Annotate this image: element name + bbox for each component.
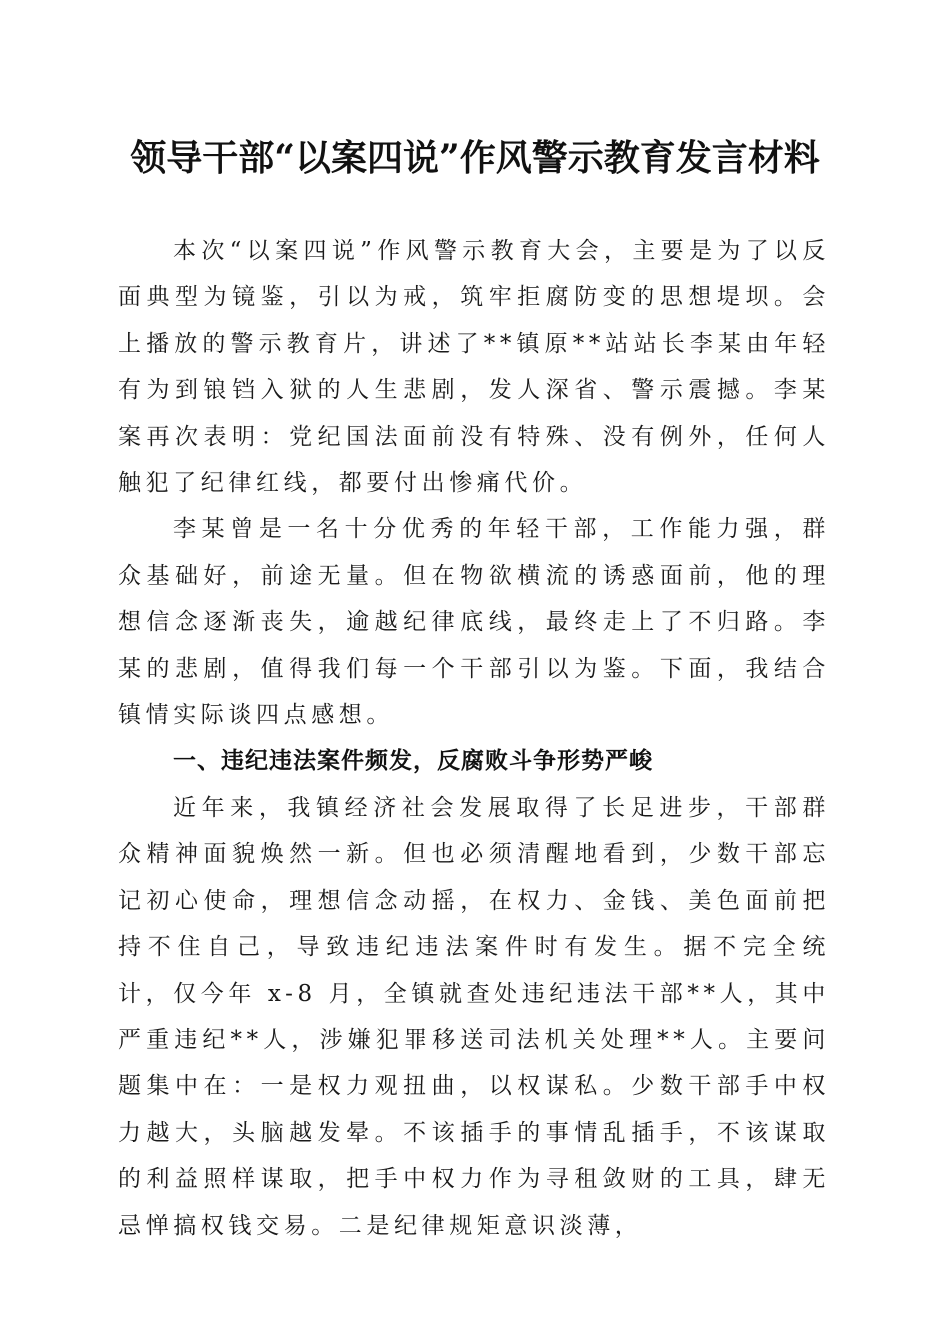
intro-paragraph: 本次“以案四说”作风警示教育大会，主要是为了以反面典型为镜鉴，引以为戒，筑牢拒腐防变的思想堤坝。会上播放的警示教育片，讲述了**镇原**站站长李某由年轻有为到锒铛入狱的人生悲剧，发人深省、警示震撼。李某案再次表明：党纪国法面前没有特殊、没有例外，任何人触犯了纪律红线，都要付出惨痛代价。 (118, 238, 830, 497)
document-title: 领导干部“以案四说”作风警示教育发言材料 (130, 137, 820, 179)
background-paragraph: 李某曾是一名十分优秀的年轻干部，工作能力强，群众基础好，前途无量。但在物欲横流的诱惑面前，他的理想信念逐渐丧失，逾越纪律底线，最终走上了不归路。李某的悲剧，值得我们每一个干部引以为鉴。下面，我结合镇情实际谈四点感想。 (118, 516, 830, 729)
document-body (118, 228, 830, 1249)
section-heading: 一、违纪违法案件频发，反腐败斗争形势严峻 (173, 748, 653, 775)
section-paragraph: 近年来，我镇经济社会发展取得了长足进步，干部群众精神面貌焕然一新。但也必须清醒地看到，少数干部忘记初心使命，理想信念动摇，在权力、金钱、美色面前把持不住自己，导致违纪违法案件时有发生。据不完全统计，仅今年 x-8 月，全镇就查处违纪违法干部**人，其中严重违纪**人，涉嫌犯罪移送司法机关处理**人。主要问题集中在：一是权力观扭曲，以权谋私。少数干部手中权力越大，头脑越发晕。不该插手的事情乱插手，不该谋取的利益照样谋取，把手中权力作为寻租敛财的工具，肆无忌惮搞权钱交易。二是纪律规矩意识淡薄， (118, 794, 830, 1239)
